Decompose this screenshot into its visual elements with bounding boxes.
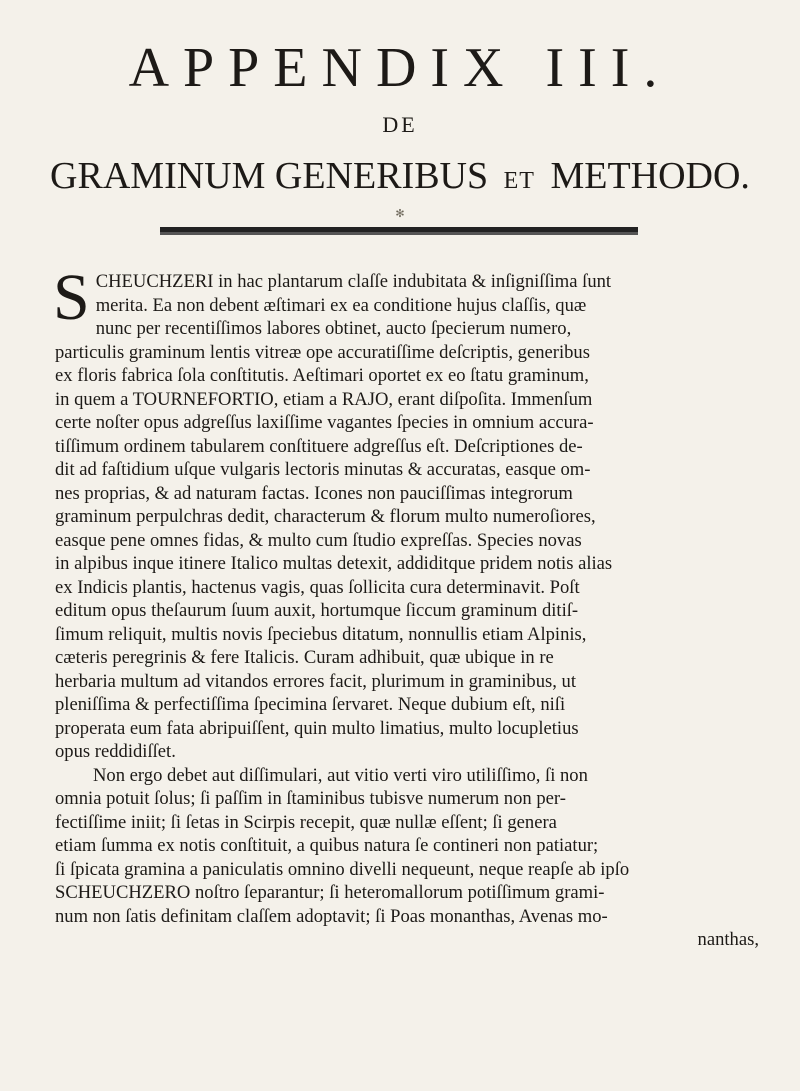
catchword: nanthas,: [697, 929, 759, 950]
text-line: editum opus theſaurum ſuum auxit, hortumque ſiccum graminum ditiſ-: [55, 600, 579, 621]
text-line: in quem a TOURNEFORTIO, etiam a RAJO, erant diſpoſita. Immenſum: [55, 388, 593, 410]
text-line: Non ergo debet aut diſſimulari, aut vitio verti viro utiliſſimo, ſi non: [93, 764, 588, 786]
divider-rule: [160, 227, 638, 235]
body-text: [53, 261, 765, 952]
text-line: opus reddidiſſet.: [55, 741, 176, 762]
text-line: CHEUCHZERI in hac plantarum claſſe indubitata & inſigniſſima ſunt: [95, 271, 612, 292]
text-line: merita. Ea non debent æſtimari ex ea conditione hujus claſſis, quæ: [95, 294, 587, 316]
text-line: in alpibus inque itinere Italico multas detexit, addiditque pridem notis alias: [55, 553, 613, 574]
subtitle-part2: METHODO.: [550, 155, 750, 197]
text-line: omnia potuit ſolus; ſi paſſim in ſtaminibus tubisve numerum non per-: [55, 788, 566, 809]
text-line: ſi ſpicata gramina a paniculatis omnino divelli nequeunt, neque reapſe ab ipſo: [55, 858, 630, 880]
text-line: tiſſimum ordinem tabularem conſtituere adgreſſus eſt. Deſcriptiones de-: [55, 435, 583, 457]
subtitle-part1: GRAMINUM GENERIBUS: [50, 155, 489, 197]
subtitle-et: ET: [503, 168, 535, 194]
text-line: easque pene omnes fidas, & multo cum ſtudio expreſſas. Species novas: [55, 529, 582, 551]
text-line: nes proprias, & ad naturam factas. Icones non pauciſſimas integrorum: [55, 482, 573, 504]
text-line: cæteris peregrinis & fere Italicis. Curam adhibuit, quæ ubique in re: [55, 647, 554, 668]
text-line: properata eum fata abripuiſſent, quin multo limatius, multo locupletius: [55, 717, 579, 739]
text-line: nunc per recentiſſimos labores obtinet, aucto ſpecierum numero,: [95, 318, 572, 339]
appendix-title: APPENDIX III.: [128, 37, 672, 99]
text-line: ex Indicis plantis, hactenus vagis, quas ſollicita cura determinavit. Poſt: [55, 576, 580, 598]
text-line: dit ad faſtidium uſque vulgaris lectoris minutas & accuratas, easque om-: [55, 459, 591, 480]
text-line: pleniſſima & perfectiſſima ſpecimina ſervaret. Neque dubium eſt, niſi: [55, 694, 566, 715]
text-line: etiam ſumma ex notis conſtituit, a quibus natura ſe contineri non patiatur;: [55, 835, 599, 856]
text-line: ex floris fabrica ſola conſtitutis. Aeſtimari oportet ex eo ſtatu graminum,: [55, 365, 589, 386]
text-line: SCHEUCHZERO noſtro ſeparantur; ſi heteromallorum potiſſimum grami-: [55, 882, 605, 903]
de-heading: DE: [382, 112, 418, 137]
ornament-icon: ✻: [395, 207, 405, 220]
text-line: fectiſſime iniit; ſi ſetas in Scirpis recepit, quæ nullæ eſſent; ſi genera: [55, 811, 557, 833]
text-line: certe noſter opus adgreſſus laxiſſime vagantes ſpecies in omnium accura-: [55, 412, 594, 433]
text-line: particulis graminum lentis vitreæ ope accuratiſſime deſcriptis, generibus: [55, 341, 590, 363]
drop-cap: S: [53, 261, 90, 334]
section-subtitle: [0, 154, 800, 203]
text-line: ſimum reliquit, multis novis ſpeciebus ditatum, nonnullis etiam Alpinis,: [55, 623, 587, 645]
text-line: herbaria multum ad vitandos errores facit, plurimum in graminibus, ut: [55, 670, 577, 692]
text-line: num non ſatis definitam claſſem adoptavit; ſi Poas monanthas, Avenas mo-: [55, 905, 608, 927]
text-line: graminum perpulchras dedit, characterum & florum multo numeroſiores,: [55, 506, 596, 527]
